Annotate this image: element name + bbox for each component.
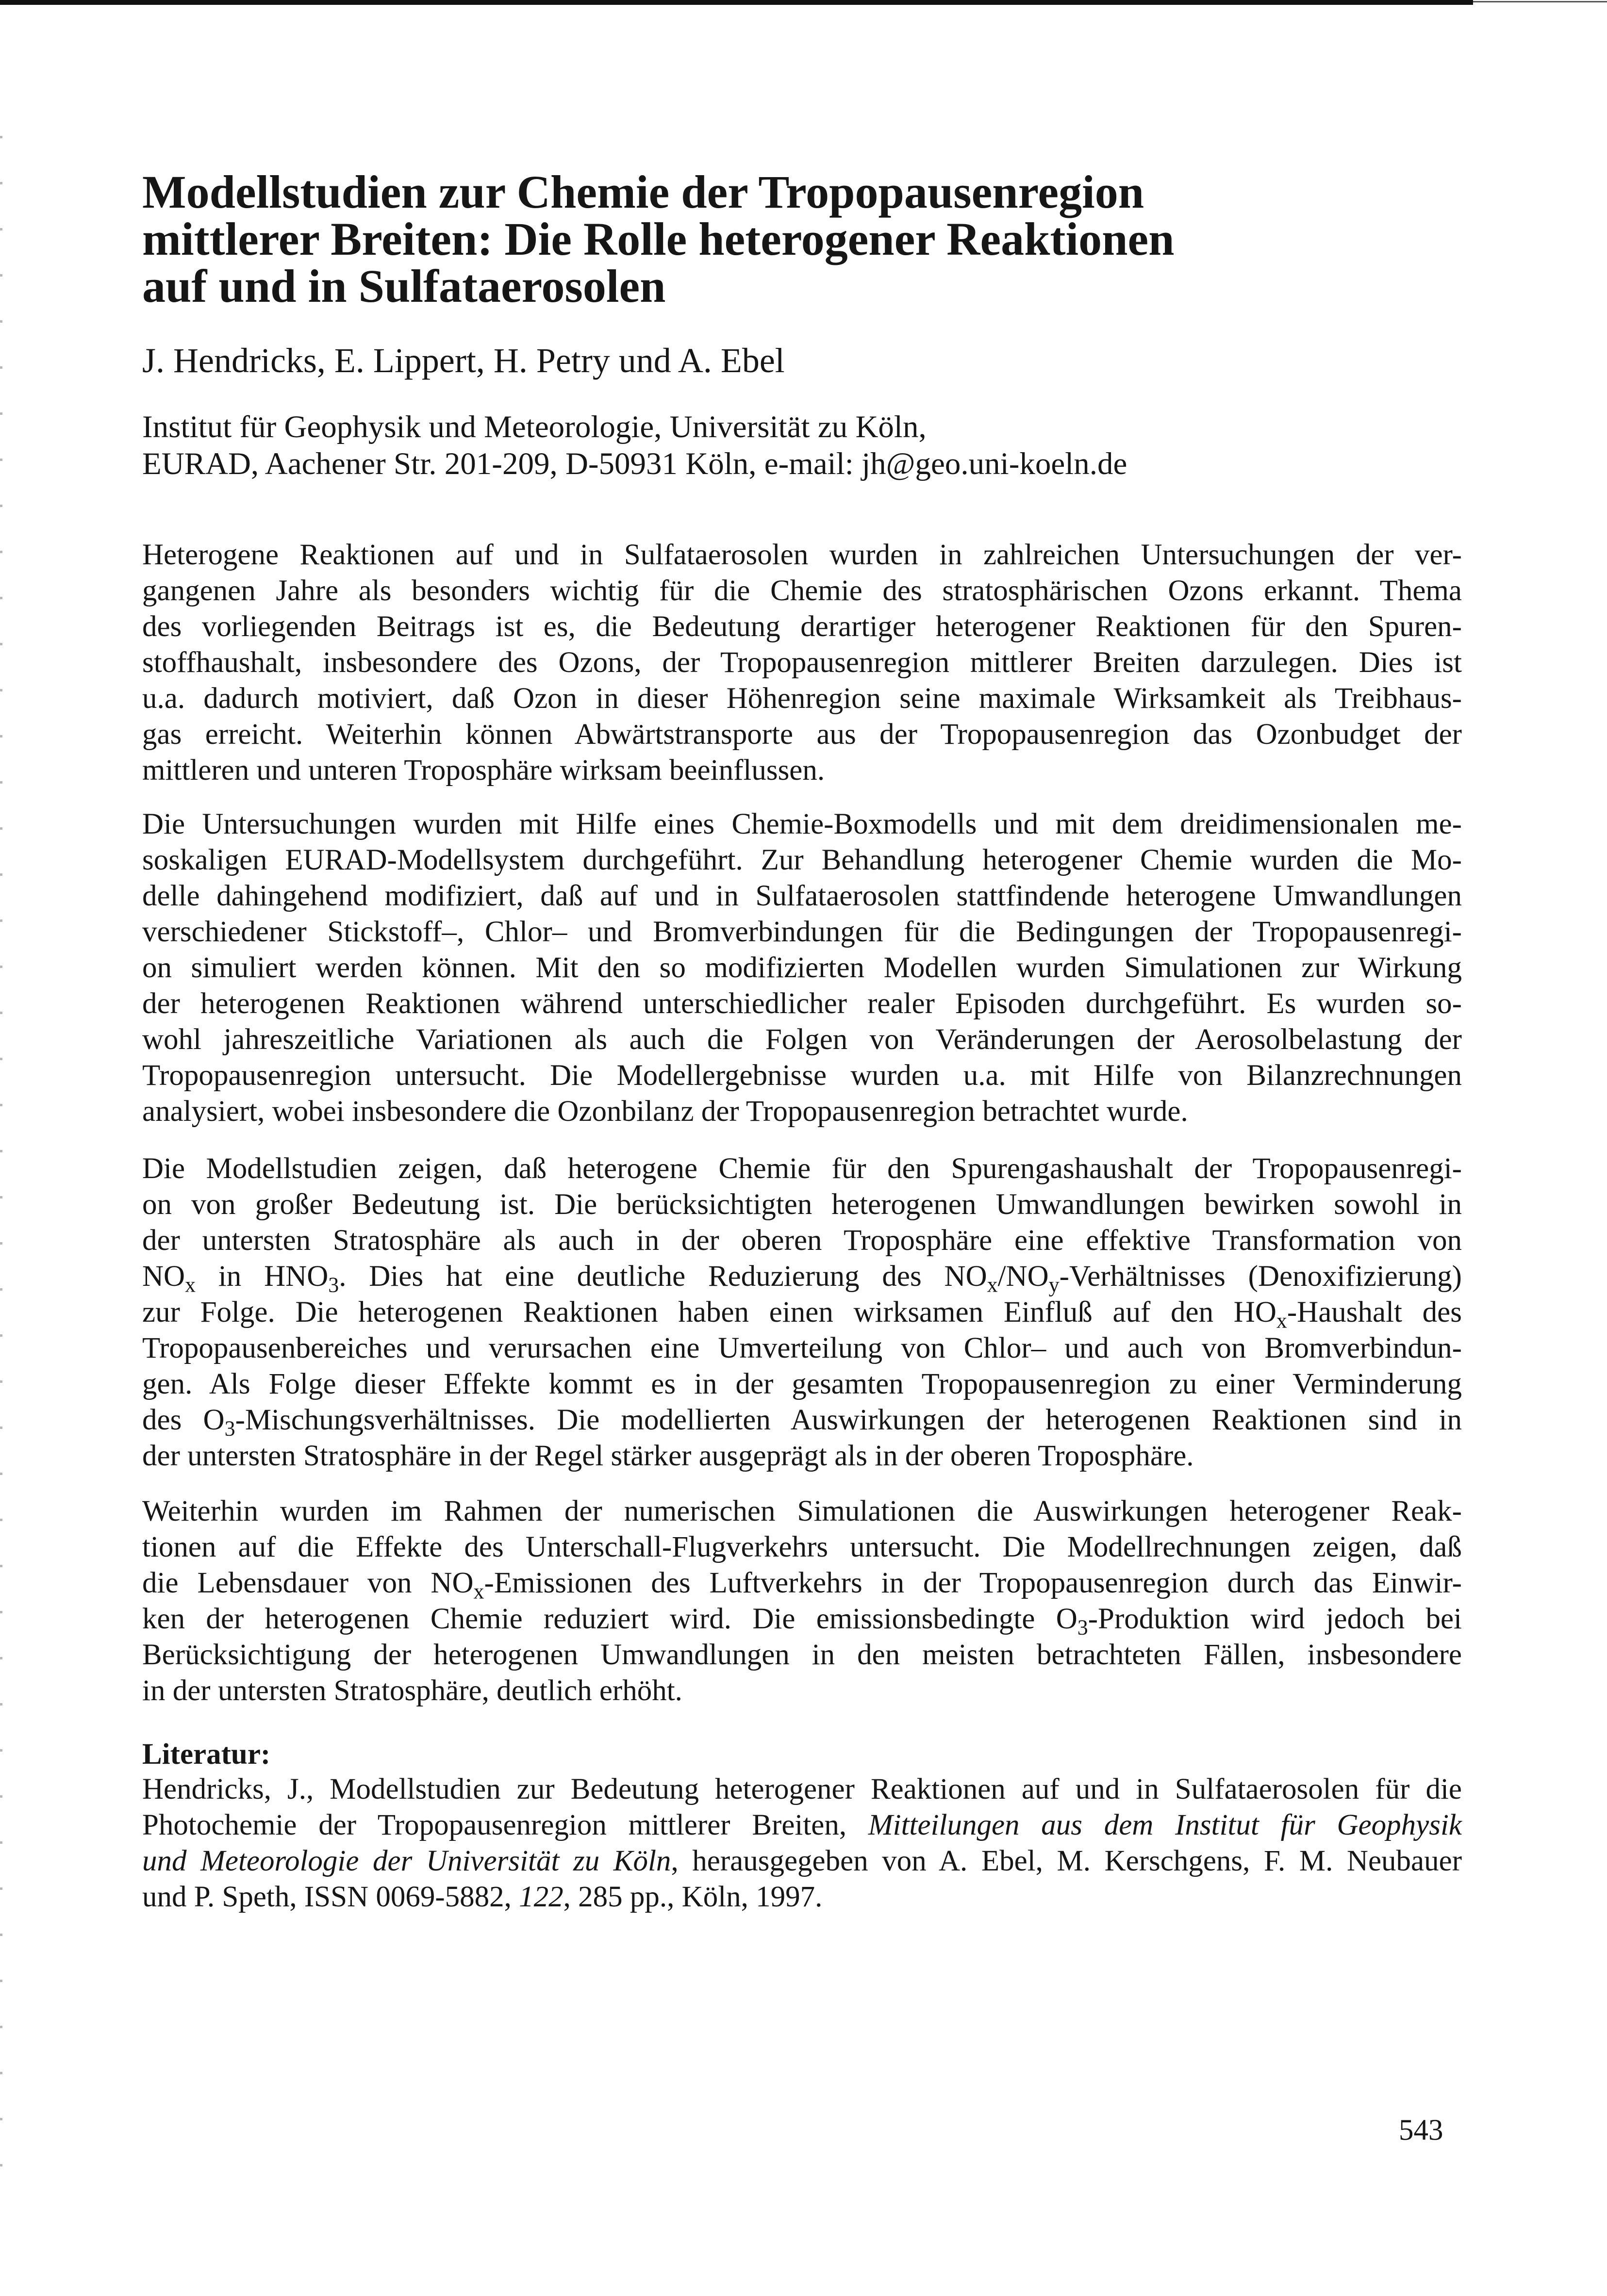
subscript: 3 [328, 1273, 339, 1297]
reference-line: Hendricks, J., Modellstudien zur Bedeutung heterogener Reaktionen auf und in Sulfataerosolen für die [142, 1773, 1462, 1805]
paragraph-line [142, 1259, 1462, 1295]
paragraph-line: des vorliegenden Beitrags ist es, die Bedeutung derartiger heterogener Reaktionen für den Spuren- [142, 610, 1462, 643]
text-run: Photochemie der Tropopausenregion mittlerer Breiten, [142, 1809, 868, 1841]
text-run: -Verhältnisses (Denoxifizierung) [1059, 1260, 1462, 1293]
abstract-paragraph-4 [142, 1493, 1462, 1709]
subscript: x [473, 1579, 484, 1604]
affiliation-line: Institut für Geophysik und Meteorologie, Universität zu Köln, [142, 410, 927, 444]
text-run: zur Folge. Die heterogenen Reaktionen haben einen wirksamen Einfluß auf den HO [142, 1296, 1276, 1328]
text-run: . Dies hat eine deutliche Reduzierung des NO [339, 1260, 987, 1293]
text-run: -Produktion wird jedoch bei [1088, 1603, 1462, 1635]
text-run: und P. Speth, ISSN 0069-5882, [142, 1881, 519, 1913]
title-line: Modellstudien zur Chemie der Tropopausenregion [142, 166, 1144, 218]
paragraph-line: Tropopausenregion untersucht. Die Modellergebnisse wurden u.a. mit Hilfe von Bilanzrechnungen [142, 1059, 1462, 1092]
text-run: -Mischungsverhältnisses. Die modellierten Auswirkungen der heterogenen Reaktionen sind in [235, 1404, 1462, 1436]
text-run: des O [142, 1404, 225, 1436]
paragraph-line: verschiedener Stickstoff–, Chlor– und Bromverbindungen für die Bedingungen der Tropopausenregi- [142, 916, 1462, 948]
paragraph-line: Die Untersuchungen wurden mit Hilfe eines Chemie-Boxmodells und mit dem dreidimensionalen me- [142, 808, 1462, 840]
paragraph-line: Die Modellstudien zeigen, daß heterogene Chemie für den Spurengashaushalt der Tropopausenregi- [142, 1152, 1462, 1185]
paragraph-line: in der untersten Stratosphäre, deutlich erhöht. [142, 1674, 682, 1707]
page-number: 543 [1399, 2114, 1443, 2147]
paragraph-line: Tropopausenbereiches und verursachen eine Umverteilung von Chlor– und auch von Bromverbindun- [142, 1332, 1462, 1364]
paragraph-line: gas erreicht. Weiterhin können Abwärtstransporte aus der Tropopausenregion das Ozonbudget der [142, 718, 1462, 751]
reference-line [142, 1807, 1462, 1843]
paragraph-line [142, 1402, 1462, 1441]
text-run: /NO [997, 1260, 1049, 1293]
abstract-paragraph-1 [142, 537, 1462, 788]
paragraph-line: u.a. dadurch motiviert, daß Ozon in dieser Höhenregion seine maximale Wirksamkeit als Treibhaus- [142, 682, 1462, 715]
paragraph-line: der heterogenen Reaktionen während unterschiedlicher realer Episoden durchgeführt. Es wurden so- [142, 987, 1462, 1020]
italic-text: 122 [519, 1881, 563, 1913]
subscript: y [1048, 1273, 1060, 1297]
affiliation-line: EURAD, Aachener Str. 201-209, D-50931 Köln, e-mail: jh@geo.uni-koeln.de [142, 446, 1127, 481]
paragraph-line: mittleren und unteren Troposphäre wirksam beeinflussen. [142, 754, 825, 787]
paragraph-line: delle dahingehend modifiziert, daß auf und in Sulfataerosolen stattfindende heterogene Umwandlungen [142, 880, 1462, 912]
affiliation [142, 409, 1462, 482]
text-run: in HNO [196, 1260, 329, 1293]
text-run: die Lebensdauer von NO [142, 1567, 474, 1599]
subscript: 3 [1077, 1615, 1088, 1640]
references-heading: Literatur: [142, 1738, 271, 1771]
italic-text: Mitteilungen aus dem Institut für Geophysik [868, 1809, 1462, 1841]
paragraph-line: analysiert, wobei insbesondere die Ozonbilanz der Tropopausenregion betrachtet wurde. [142, 1095, 1188, 1128]
subscript: x [987, 1273, 998, 1297]
paragraph-line [142, 1565, 1462, 1604]
title-line: auf und in Sulfataerosolen [142, 260, 666, 312]
paragraph-line: Heterogene Reaktionen auf und in Sulfataerosolen wurden in zahlreichen Untersuchungen der ver- [142, 539, 1462, 571]
paragraph-line: der untersten Stratosphäre in der Regel stärker ausgeprägt als in der oberen Troposphäre. [142, 1440, 1194, 1472]
paragraph-line: der untersten Stratosphäre als auch in der oberen Troposphäre eine effektive Transformation von [142, 1224, 1462, 1257]
paragraph-line: tionen auf die Effekte des Unterschall-Flugverkehrs untersucht. Die Modellrechnungen zeigen, daß [142, 1531, 1462, 1563]
top-rule [0, 0, 1473, 5]
text-run: -Emissionen des Luftverkehrs in der Tropopausenregion durch das Einwir- [484, 1567, 1462, 1599]
text-run: NO [142, 1260, 185, 1293]
text-run: ken der heterogenen Chemie reduziert wird. Die emissionsbedingte O [142, 1603, 1077, 1635]
paragraph-line: wohl jahreszeitliche Variationen als auch die Folgen von Veränderungen der Aerosolbelastung der [142, 1023, 1462, 1056]
paragraph-line [142, 1295, 1462, 1333]
text-run: -Haushalt des [1287, 1296, 1462, 1328]
paragraph-line [142, 1601, 1462, 1640]
paragraph-line: on von großer Bedeutung ist. Die berücksichtigten heterogenen Umwandlungen bewirken sowohl in [142, 1188, 1462, 1221]
reference-line [142, 1843, 1462, 1879]
abstract-paragraph-2 [142, 806, 1462, 1130]
top-rule-extension [1473, 1, 1607, 2]
text-run: , herausgegeben von A. Ebel, M. Kerschgens, F. M. Neubauer [671, 1845, 1462, 1877]
paragraph-line: on simuliert werden können. Mit den so modifizierten Modellen wurden Simulationen zur Wirkung [142, 951, 1462, 984]
reference-line [142, 1879, 1462, 1915]
abstract-paragraph-3 [142, 1151, 1462, 1474]
paragraph-line: soskaligen EURAD-Modellsystem durchgeführt. Zur Behandlung heterogener Chemie wurden die Mo- [142, 844, 1462, 876]
authors: J. Hendricks, E. Lippert, H. Petry und A. Ebel [142, 341, 785, 380]
subscript: 3 [224, 1416, 235, 1441]
reference-entry [142, 1771, 1462, 1915]
text-run: , 285 pp., Köln, 1997. [563, 1881, 823, 1913]
paper-title [142, 168, 1462, 310]
paragraph-line: Weiterhin wurden im Rahmen der numerischen Simulationen die Auswirkungen heterogener Reak- [142, 1495, 1462, 1527]
subscript: x [1276, 1309, 1287, 1333]
title-line: mittlerer Breiten: Die Rolle heterogener Reaktionen [142, 213, 1175, 265]
paragraph-line: Berücksichtigung der heterogenen Umwandlungen in den meisten betrachteten Fällen, insbesondere [142, 1639, 1462, 1671]
scan-edge-marks [0, 136, 2, 2174]
paragraph-line: stoffhaushalt, insbesondere des Ozons, der Tropopausenregion mittlerer Breiten darzulegen. Dies ist [142, 646, 1462, 679]
subscript: x [185, 1273, 196, 1297]
paragraph-line: gangenen Jahre als besonders wichtig für die Chemie des stratosphärischen Ozons erkannt. Thema [142, 574, 1462, 607]
italic-text: und Meteorologie der Universität zu Köln [142, 1845, 671, 1877]
paragraph-line: gen. Als Folge dieser Effekte kommt es in der gesamten Tropopausenregion zu einer Verminderung [142, 1368, 1462, 1400]
